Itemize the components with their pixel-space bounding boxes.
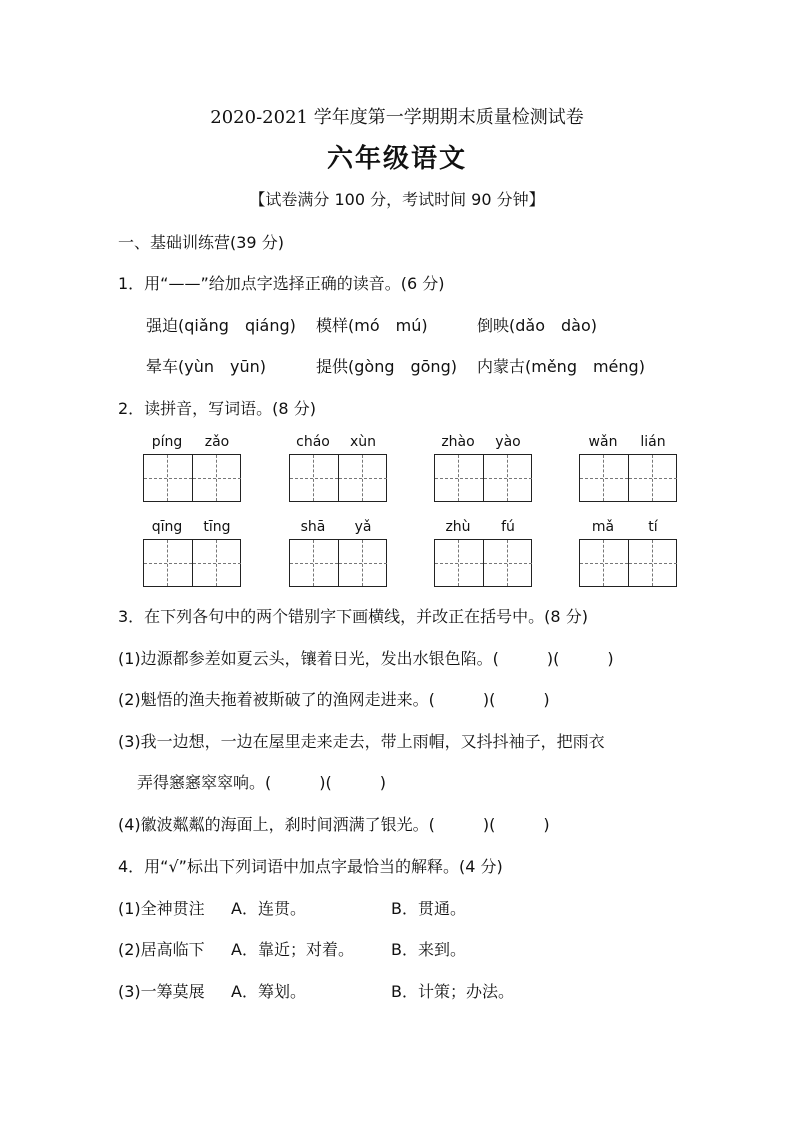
pinyin-label: yǎ bbox=[354, 519, 372, 535]
writing-grid[interactable] bbox=[289, 454, 387, 502]
pinyin-label: shā bbox=[300, 519, 326, 535]
question-3-stem: 3．在下列各句中的两个错别字下画横线，并改正在括号中。(8 分) bbox=[118, 607, 588, 626]
pinyin-label: zǎo bbox=[204, 434, 230, 450]
question-1-stem: 1．用“——”给加点字选择正确的读音。(6 分) bbox=[118, 274, 445, 293]
question-4-stem: 4．用“√”标出下列词语中加点字最恰当的解释。(4 分) bbox=[118, 857, 503, 876]
q3-sentence-3: (3)我一边想，一边在屋里走来走去，带上雨帽，又抖抖袖子，把雨衣 bbox=[118, 732, 605, 751]
pinyin-label: cháo bbox=[296, 434, 330, 450]
pinyin-label: tīng bbox=[203, 519, 231, 535]
q3-sentence-3-cont: 弄得窸窸窣窣响。( )( ) bbox=[137, 773, 386, 792]
q1-option: 强迫(qiǎng qiáng) bbox=[146, 316, 296, 335]
q4-option-b[interactable]: B．来到。 bbox=[391, 940, 466, 959]
pinyin-label: tí bbox=[648, 519, 658, 535]
writing-grid[interactable] bbox=[143, 539, 241, 587]
q3-sentence-2: (2)魁悟的渔夫拖着被斯破了的渔网走进来。( )( ) bbox=[118, 690, 550, 709]
question-2-stem: 2．读拼音，写词语。(8 分) bbox=[118, 399, 316, 418]
q1-option: 倒映(dǎo dào) bbox=[477, 316, 597, 335]
pinyin-label: yào bbox=[495, 434, 521, 450]
pinyin-label: mǎ bbox=[591, 519, 615, 535]
q1-option: 模样(mó mú) bbox=[316, 316, 428, 335]
q3-sentence-1: (1)边源都参差如夏云头，镶着日光，发出水银色陷。( )( ) bbox=[118, 649, 614, 668]
section-heading: 一、基础训练营(39 分) bbox=[118, 233, 284, 252]
pinyin-label: lián bbox=[640, 434, 666, 450]
q1-option: 晕车(yùn yūn) bbox=[146, 357, 266, 376]
q4-word: (2)居高临下 bbox=[118, 940, 205, 959]
writing-grid[interactable] bbox=[434, 539, 532, 587]
writing-grid[interactable] bbox=[289, 539, 387, 587]
pinyin-label: wǎn bbox=[588, 434, 618, 450]
writing-grid[interactable] bbox=[579, 539, 677, 587]
page-title: 六年级语文 bbox=[326, 144, 467, 174]
q4-option-a[interactable]: A．靠近；对着。 bbox=[231, 940, 354, 959]
title-line1: 2020-2021 学年度第一学期期末质量检测试卷 bbox=[210, 107, 584, 128]
pinyin-label: zhào bbox=[441, 434, 475, 450]
writing-grid[interactable] bbox=[579, 454, 677, 502]
q4-word: (3)一筹莫展 bbox=[118, 982, 205, 1001]
q4-option-b[interactable]: B．计策；办法。 bbox=[391, 982, 514, 1001]
q1-option: 提供(gòng gōng) bbox=[316, 357, 457, 376]
pinyin-label: zhù bbox=[445, 519, 471, 535]
q4-option-a[interactable]: A．连贯。 bbox=[231, 899, 306, 918]
pinyin-label: xùn bbox=[349, 434, 377, 450]
q4-option-a[interactable]: A．筹划。 bbox=[231, 982, 306, 1001]
pinyin-label: píng bbox=[151, 434, 183, 450]
writing-grid[interactable] bbox=[143, 454, 241, 502]
q4-option-b[interactable]: B．贯通。 bbox=[391, 899, 466, 918]
pinyin-label: qīng bbox=[151, 519, 183, 535]
q4-word: (1)全神贯注 bbox=[118, 899, 205, 918]
writing-grid[interactable] bbox=[434, 454, 532, 502]
q1-option: 内蒙古(měng méng) bbox=[477, 357, 645, 376]
q3-sentence-4: (4)徽波粼粼的海面上，刹时间洒满了银光。( )( ) bbox=[118, 815, 550, 834]
exam-info: 【试卷满分 100 分，考试时间 90 分钟】 bbox=[249, 190, 545, 209]
pinyin-label: fú bbox=[501, 519, 515, 535]
